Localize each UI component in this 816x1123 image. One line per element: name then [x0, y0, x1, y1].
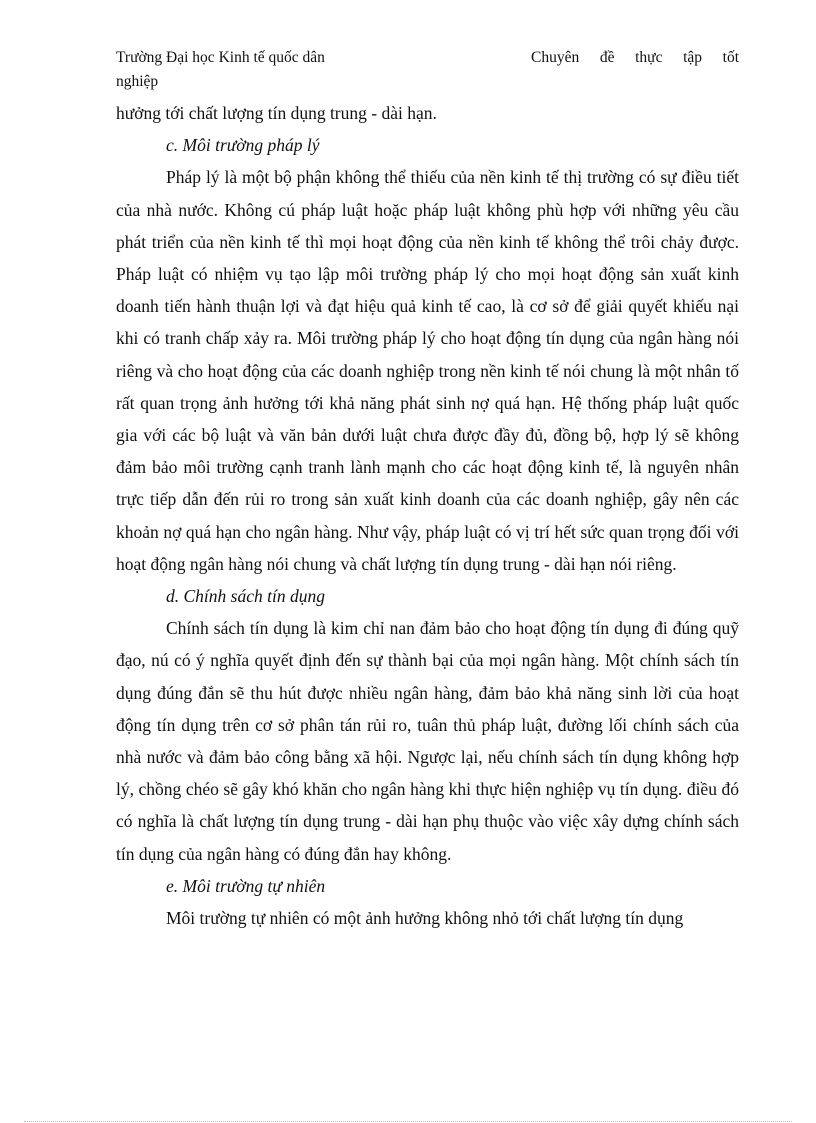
- header-institution: [116, 46, 416, 94]
- paragraph-credit-policy: Chính sách tín dụng là kim chỉ nan đảm bảo cho hoạt động tín dụng đi đúng quỹ đạo, nú có ý nghĩa quyết định đến sự thành bại của mọi ngân hàng. Một chính sách tín dụng đúng đắn sẽ thu hút được nhiều ngân hàng, đảm bảo khả năng sinh lời của hoạt động tín dụng trên cơ sở phân tán rủi ro, tuân thủ pháp luật, đường lối chính sách của nhà nước và đảm bảo công bằng xã hội. Ngược lại, nếu chính sách tín dụng không hợp lý, chồng chéo sẽ gây khó khăn cho ngân hàng khi thực hiện nghiệp vụ tín dụng. điều đó có nghĩa là chất lượng tín dụng trung - dài hạn phụ thuộc vào việc xây dựng chính sách tín dụng của ngân hàng có đúng đắn hay không.: [116, 618, 739, 864]
- paragraph-continued: hưởng tới chất lượng tín dụng trung - dài hạn.: [116, 103, 437, 123]
- header-institution-text: Trường Đại học Kinh tế quốc dân: [116, 49, 325, 66]
- heading-legal-environment: c. Môi trường pháp lý: [166, 135, 320, 156]
- paragraph-natural-environment: Môi trường tự nhiên có một ảnh hưởng không nhỏ tới chất lượng tín dụng: [166, 908, 684, 929]
- page-bottom-rule: [24, 1121, 792, 1122]
- heading-credit-policy: d. Chính sách tín dụng: [166, 586, 325, 607]
- header-wrap-text: nghiệp: [116, 73, 159, 90]
- heading-natural-environment: e. Môi trường tự nhiên: [166, 875, 326, 896]
- paragraph-legal-environment: Pháp lý là một bộ phận không thể thiếu của nền kinh tế thị trường có sự điều tiết của nhà nước. Không cú pháp luật hoặc pháp luật không phù hợp với những yêu cầu phát triển của nền kinh tế thì mọi hoạt động của nền kinh tế không thể trôi chảy được. Pháp luật có nhiệm vụ tạo lập môi trường pháp lý cho mọi hoạt động sản xuất kinh doanh tiến hành thuận lợi và đạt hiệu quả kinh tế cao, là cơ sở để giải quyết khiếu nại khi có tranh chấp xảy ra. Môi trường pháp lý cho hoạt động tín dụng của ngân hàng nói riêng và cho hoạt động của các doanh nghiệp trong nền kinh tế nói chung là một nhân tố rất quan trọng ảnh hưởng tới khả năng phát sinh nợ quá hạn. Hệ thống pháp luật quốc gia với các bộ luật và văn bản dưới luật chưa được đầy đủ, đồng bộ, hợp lý sẽ không đảm bảo môi trường cạnh tranh lành mạnh cho các hoạt động kinh tế, là nguyên nhân trực tiếp dẫn đến rủi ro trong sản xuất kinh doanh của các doanh nghiệp, gây nên các khoản nợ quá hạn cho ngân hàng. Như vậy, pháp luật có vị trí hết sức quan trọng đối với hoạt động ngân hàng nói chung và chất lượng tín dụng trung - dài hạn nói riêng.: [116, 167, 739, 574]
- document-body: [116, 97, 739, 934]
- header-report-title: Chuyên đề thực tập tốt: [531, 49, 739, 66]
